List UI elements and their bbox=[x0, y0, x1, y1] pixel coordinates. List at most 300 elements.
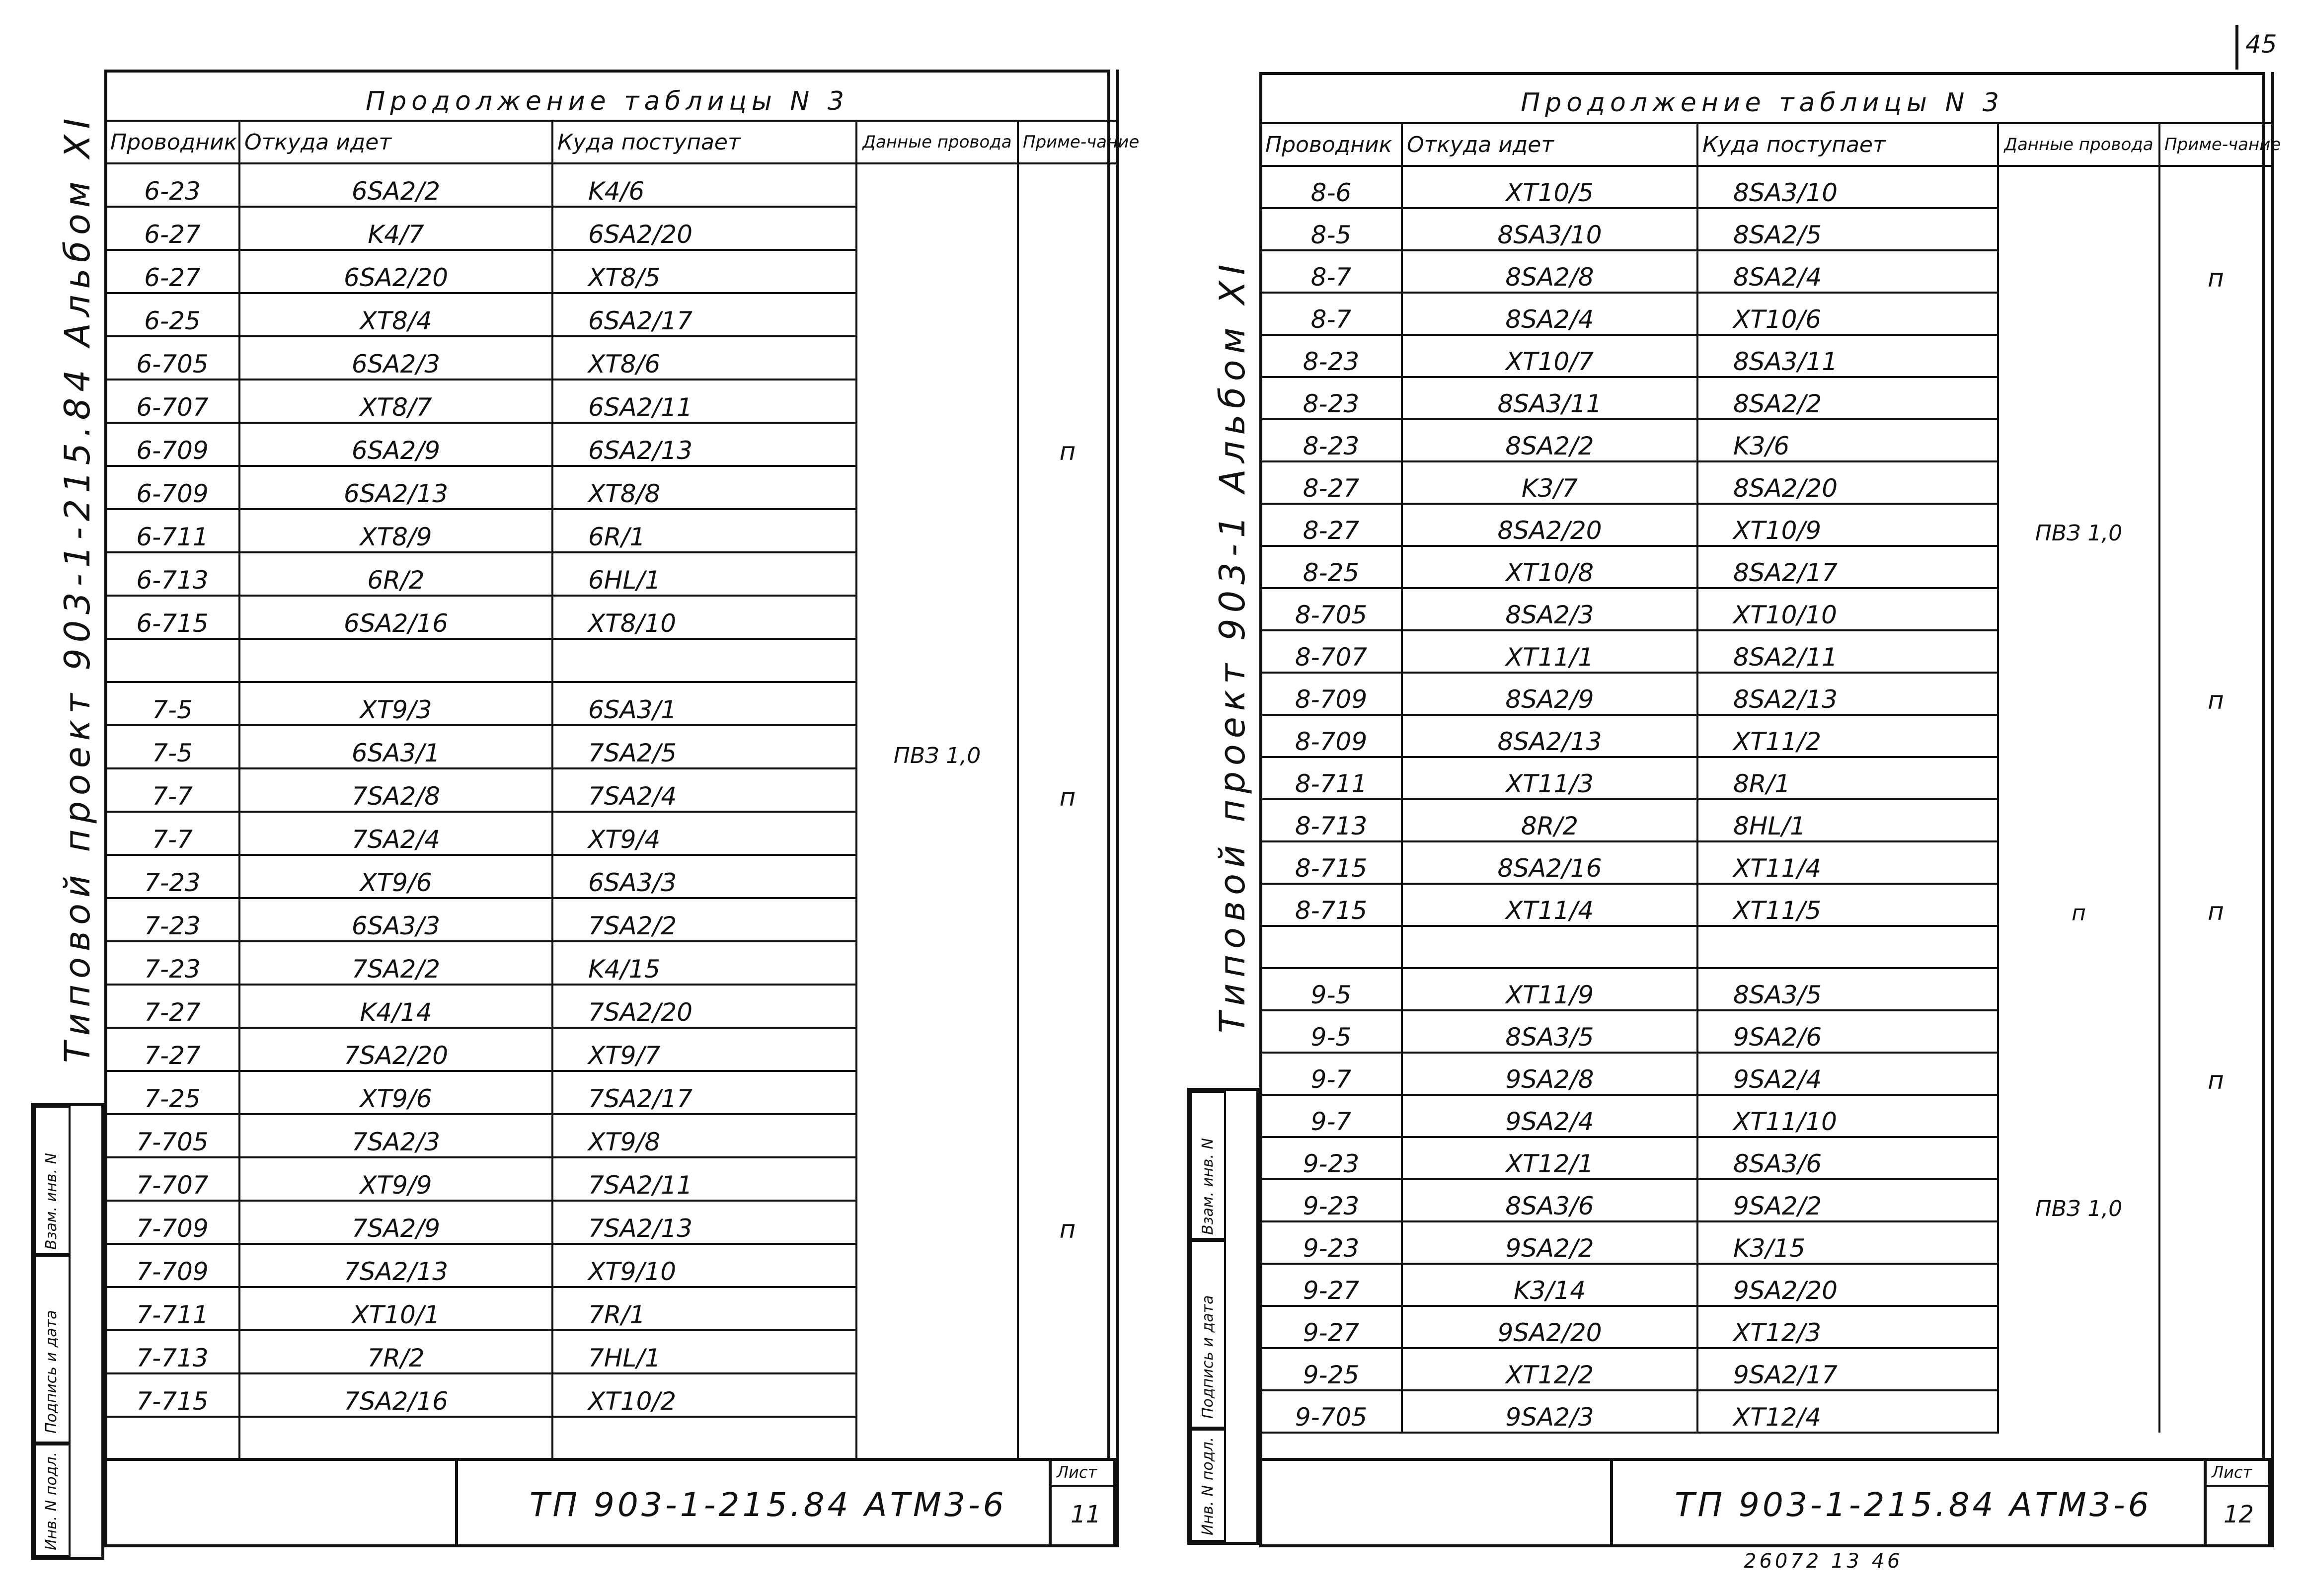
table-row bbox=[1260, 884, 2272, 926]
table-row bbox=[105, 898, 1117, 941]
wire-data-cell bbox=[856, 682, 1018, 725]
left-title-block-divider bbox=[455, 1461, 458, 1544]
note-cell bbox=[2159, 841, 2272, 884]
wire-data-cell bbox=[1998, 377, 2159, 419]
wire-data-cell bbox=[1998, 1010, 2159, 1053]
to-cell: 6SA3/1 bbox=[552, 682, 856, 725]
conductor-cell: 6-707 bbox=[105, 380, 239, 423]
note-cell bbox=[2159, 377, 2272, 419]
wire-data-cell bbox=[856, 1244, 1018, 1287]
wire-data-cell bbox=[856, 898, 1018, 941]
to-cell: 8SA3/11 bbox=[1697, 335, 1998, 377]
from-cell: XT12/2 bbox=[1402, 1348, 1697, 1390]
table-row bbox=[105, 1071, 1117, 1114]
note-cell bbox=[1018, 855, 1117, 898]
header-conductor: Проводник bbox=[1260, 123, 1402, 166]
wire-data-cell bbox=[1998, 673, 2159, 715]
conductor-cell: 9-23 bbox=[1260, 1179, 1402, 1221]
header-note: Приме-чание bbox=[2159, 123, 2272, 166]
to-cell: 6R/1 bbox=[552, 509, 856, 552]
to-cell: XT9/7 bbox=[552, 1028, 856, 1071]
table-row bbox=[105, 941, 1117, 985]
left-stamp-label-replace: Взам. инв. N bbox=[43, 1153, 60, 1250]
conductor-cell: 8-23 bbox=[1260, 419, 1402, 461]
to-cell: 7SA2/13 bbox=[552, 1201, 856, 1244]
from-cell: XT11/3 bbox=[1402, 757, 1697, 799]
from-cell: 8SA2/9 bbox=[1402, 673, 1697, 715]
note-cell bbox=[1018, 336, 1117, 380]
header-conductor: Проводник bbox=[105, 121, 239, 163]
table-row bbox=[105, 552, 1117, 596]
to-cell: XT8/10 bbox=[552, 596, 856, 639]
conductor-cell: 9-23 bbox=[1260, 1137, 1402, 1179]
wire-data-cell bbox=[856, 1373, 1018, 1417]
wire-data-cell bbox=[1998, 588, 2159, 630]
to-cell: 7SA2/17 bbox=[552, 1071, 856, 1114]
note-cell bbox=[1018, 898, 1117, 941]
from-cell: 8SA2/2 bbox=[1402, 419, 1697, 461]
from-cell: 8SA3/6 bbox=[1402, 1179, 1697, 1221]
table-row bbox=[105, 293, 1117, 336]
table-row bbox=[105, 1201, 1117, 1244]
note-cell: п bbox=[2159, 1053, 2272, 1095]
left-table-body bbox=[105, 163, 1117, 1460]
conductor-cell: 7-5 bbox=[105, 682, 239, 725]
conductor-cell: 7-27 bbox=[105, 985, 239, 1028]
table-row bbox=[1260, 377, 2272, 419]
from-cell: 6SA2/20 bbox=[239, 250, 552, 293]
conductor-cell: 8-709 bbox=[1260, 673, 1402, 715]
conductor-cell: 8-715 bbox=[1260, 841, 1402, 884]
header-from: Откуда идет bbox=[239, 121, 552, 163]
right-sheet-box bbox=[2204, 1461, 2268, 1544]
to-cell: XT9/8 bbox=[552, 1114, 856, 1157]
conductor-cell: 7-713 bbox=[105, 1330, 239, 1373]
conductor-cell: 8-6 bbox=[1260, 166, 1402, 208]
conductor-cell: 7-709 bbox=[105, 1244, 239, 1287]
from-cell bbox=[239, 1417, 552, 1460]
note-cell bbox=[2159, 588, 2272, 630]
table-row bbox=[1260, 926, 2272, 968]
note-cell bbox=[2159, 293, 2272, 335]
from-cell: K4/7 bbox=[239, 207, 552, 250]
table-row bbox=[1260, 1010, 2272, 1053]
from-cell: 6SA2/2 bbox=[239, 163, 552, 207]
right-title-block-divider bbox=[1610, 1461, 1613, 1544]
conductor-cell: 7-715 bbox=[105, 1373, 239, 1417]
note-cell bbox=[1018, 1330, 1117, 1373]
conductor-cell: 6-25 bbox=[105, 293, 239, 336]
conductor-cell: 6-711 bbox=[105, 509, 239, 552]
wire-data-cell bbox=[1998, 1053, 2159, 1095]
wire-data-cell bbox=[856, 1287, 1018, 1330]
wire-data-cell bbox=[1998, 419, 2159, 461]
table-row bbox=[105, 682, 1117, 725]
conductor-cell: 7-25 bbox=[105, 1071, 239, 1114]
left-table-title: Продолжение таблицы N 3 bbox=[366, 86, 849, 116]
from-cell: XT9/3 bbox=[239, 682, 552, 725]
to-cell: 9SA2/6 bbox=[1697, 1010, 1998, 1053]
conductor-cell: 6-713 bbox=[105, 552, 239, 596]
wire-data-cell: ПВЗ 1,0 bbox=[1998, 1179, 2159, 1221]
to-cell bbox=[552, 639, 856, 682]
left-sheet-number: 11 bbox=[1071, 1501, 1101, 1528]
conductor-cell: 6-27 bbox=[105, 250, 239, 293]
from-cell: 9SA2/20 bbox=[1402, 1306, 1697, 1348]
footer-note: 26072 13 46 bbox=[1744, 1550, 1903, 1573]
note-cell bbox=[1018, 207, 1117, 250]
right-stamp-label-replace: Взам. инв. N bbox=[1199, 1138, 1217, 1235]
note-cell: п bbox=[1018, 423, 1117, 466]
wire-data-cell bbox=[1998, 757, 2159, 799]
right-wire-table bbox=[1259, 122, 2281, 1434]
from-cell: 7SA2/4 bbox=[239, 812, 552, 855]
conductor-cell: 6-23 bbox=[105, 163, 239, 207]
note-cell bbox=[2159, 926, 2272, 968]
note-cell bbox=[2159, 1348, 2272, 1390]
from-cell: 7SA2/16 bbox=[239, 1373, 552, 1417]
wire-data-cell bbox=[1998, 1137, 2159, 1179]
table-row bbox=[105, 725, 1117, 768]
wire-data-cell bbox=[856, 336, 1018, 380]
from-cell: 8SA3/5 bbox=[1402, 1010, 1697, 1053]
page-number-mark bbox=[2235, 25, 2238, 70]
right-side-caption: Типовой проект 903-1 Альбом XI bbox=[1212, 258, 1253, 1033]
table-row bbox=[1260, 715, 2272, 757]
conductor-cell: 8-707 bbox=[1260, 630, 1402, 673]
table-row bbox=[1260, 968, 2272, 1010]
from-cell: 7SA2/8 bbox=[239, 768, 552, 812]
to-cell: 7SA2/4 bbox=[552, 768, 856, 812]
from-cell: XT10/7 bbox=[1402, 335, 1697, 377]
right-table-title: Продолжение таблицы N 3 bbox=[1521, 88, 2004, 118]
table-row bbox=[1260, 799, 2272, 841]
table-row bbox=[105, 596, 1117, 639]
wire-data-cell bbox=[856, 423, 1018, 466]
wire-data-cell bbox=[856, 1028, 1018, 1071]
left-stamp-column bbox=[31, 1103, 104, 1560]
wire-data-cell: п bbox=[1998, 884, 2159, 926]
wire-data-cell bbox=[856, 1071, 1018, 1114]
to-cell: XT10/6 bbox=[1697, 293, 1998, 335]
from-cell: XT11/1 bbox=[1402, 630, 1697, 673]
right-header-row bbox=[1260, 123, 2272, 166]
to-cell: XT12/4 bbox=[1697, 1390, 1998, 1433]
conductor-cell: 7-27 bbox=[105, 1028, 239, 1071]
from-cell: XT9/6 bbox=[239, 855, 552, 898]
wire-data-cell: ПВЗ 1,0 bbox=[856, 725, 1018, 768]
note-cell bbox=[2159, 335, 2272, 377]
right-sheet-label-divider bbox=[2207, 1485, 2268, 1487]
header-to: Куда поступает bbox=[1697, 123, 1998, 166]
to-cell: 8SA2/5 bbox=[1697, 208, 1998, 250]
table-row bbox=[105, 163, 1117, 207]
note-cell bbox=[1018, 1417, 1117, 1460]
note-cell bbox=[1018, 293, 1117, 336]
conductor-cell: 8-5 bbox=[1260, 208, 1402, 250]
conductor-cell: 8-7 bbox=[1260, 250, 1402, 293]
table-row bbox=[1260, 1264, 2272, 1306]
table-row bbox=[105, 812, 1117, 855]
from-cell: 8SA3/10 bbox=[1402, 208, 1697, 250]
table-row bbox=[105, 509, 1117, 552]
conductor-cell: 9-27 bbox=[1260, 1306, 1402, 1348]
from-cell: XT8/7 bbox=[239, 380, 552, 423]
wire-data-cell bbox=[856, 596, 1018, 639]
note-cell bbox=[1018, 682, 1117, 725]
wire-data-cell bbox=[856, 1330, 1018, 1373]
from-cell: 8SA2/13 bbox=[1402, 715, 1697, 757]
conductor-cell: 7-23 bbox=[105, 898, 239, 941]
conductor-cell: 9-27 bbox=[1260, 1264, 1402, 1306]
wire-data-cell bbox=[1998, 1306, 2159, 1348]
note-cell bbox=[2159, 166, 2272, 208]
to-cell: 8SA2/17 bbox=[1697, 546, 1998, 588]
to-cell: 8SA3/10 bbox=[1697, 166, 1998, 208]
table-row bbox=[105, 380, 1117, 423]
from-cell: 8SA3/11 bbox=[1402, 377, 1697, 419]
note-cell bbox=[2159, 1306, 2272, 1348]
to-cell: 9SA2/17 bbox=[1697, 1348, 1998, 1390]
note-cell bbox=[1018, 1028, 1117, 1071]
from-cell: 8R/2 bbox=[1402, 799, 1697, 841]
wire-data-cell bbox=[1998, 461, 2159, 504]
to-cell: 8SA2/11 bbox=[1697, 630, 1998, 673]
table-row bbox=[1260, 757, 2272, 799]
from-cell: K3/14 bbox=[1402, 1264, 1697, 1306]
conductor-cell: 8-705 bbox=[1260, 588, 1402, 630]
note-cell bbox=[1018, 380, 1117, 423]
from-cell: 7SA2/20 bbox=[239, 1028, 552, 1071]
to-cell: XT8/5 bbox=[552, 250, 856, 293]
table-row bbox=[105, 1244, 1117, 1287]
table-row bbox=[1260, 588, 2272, 630]
to-cell bbox=[1697, 926, 1998, 968]
from-cell: 7SA2/13 bbox=[239, 1244, 552, 1287]
note-cell bbox=[1018, 466, 1117, 509]
note-cell bbox=[1018, 163, 1117, 207]
note-cell bbox=[1018, 1373, 1117, 1417]
note-cell bbox=[2159, 630, 2272, 673]
wire-data-cell bbox=[1998, 630, 2159, 673]
conductor-cell: 6-705 bbox=[105, 336, 239, 380]
to-cell: K3/6 bbox=[1697, 419, 1998, 461]
right-sheet bbox=[1259, 72, 2281, 1547]
left-sheet-label: Лист bbox=[1057, 1463, 1097, 1482]
table-row bbox=[1260, 1306, 2272, 1348]
note-cell bbox=[2159, 546, 2272, 588]
from-cell: XT8/4 bbox=[239, 293, 552, 336]
conductor-cell: 7-7 bbox=[105, 812, 239, 855]
left-side-caption: Типовой проект 903-1-215.84 Альбом XI bbox=[57, 112, 98, 1063]
right-stamp-label-inventory: Инв. N подл. bbox=[1199, 1437, 1217, 1535]
to-cell: 8HL/1 bbox=[1697, 799, 1998, 841]
from-cell: 8SA2/4 bbox=[1402, 293, 1697, 335]
from-cell: XT12/1 bbox=[1402, 1137, 1697, 1179]
from-cell: XT11/9 bbox=[1402, 968, 1697, 1010]
from-cell: XT9/9 bbox=[239, 1157, 552, 1201]
wire-data-cell bbox=[856, 293, 1018, 336]
from-cell: 6SA2/16 bbox=[239, 596, 552, 639]
wire-data-cell bbox=[1998, 968, 2159, 1010]
table-row bbox=[1260, 1221, 2272, 1264]
from-cell: 8SA2/20 bbox=[1402, 504, 1697, 546]
wire-data-cell bbox=[1998, 208, 2159, 250]
wire-data-cell bbox=[1998, 335, 2159, 377]
wire-data-cell bbox=[856, 1201, 1018, 1244]
from-cell: 9SA2/2 bbox=[1402, 1221, 1697, 1264]
conductor-cell: 8-711 bbox=[1260, 757, 1402, 799]
conductor-cell bbox=[1260, 926, 1402, 968]
table-row bbox=[105, 768, 1117, 812]
note-cell bbox=[2159, 715, 2272, 757]
from-cell: 6SA2/3 bbox=[239, 336, 552, 380]
note-cell: п bbox=[1018, 1201, 1117, 1244]
note-cell bbox=[2159, 1179, 2272, 1221]
conductor-cell: 7-705 bbox=[105, 1114, 239, 1157]
conductor-cell: 8-23 bbox=[1260, 335, 1402, 377]
header-to: Куда поступает bbox=[552, 121, 856, 163]
note-cell bbox=[1018, 1244, 1117, 1287]
right-sheet-label: Лист bbox=[2212, 1463, 2252, 1482]
from-cell: XT9/6 bbox=[239, 1071, 552, 1114]
to-cell: 8SA3/6 bbox=[1697, 1137, 1998, 1179]
table-row bbox=[105, 639, 1117, 682]
conductor-cell bbox=[105, 639, 239, 682]
to-cell: XT11/5 bbox=[1697, 884, 1998, 926]
table-row bbox=[105, 1028, 1117, 1071]
from-cell: 7SA2/2 bbox=[239, 941, 552, 985]
left-sheet bbox=[104, 70, 1140, 1547]
header-wire-data: Данные провода bbox=[856, 121, 1018, 163]
note-cell bbox=[1018, 639, 1117, 682]
note-cell bbox=[2159, 1010, 2272, 1053]
from-cell: 6SA3/3 bbox=[239, 898, 552, 941]
conductor-cell: 9-705 bbox=[1260, 1390, 1402, 1433]
conductor-cell: 8-7 bbox=[1260, 293, 1402, 335]
from-cell: K4/14 bbox=[239, 985, 552, 1028]
table-row bbox=[105, 855, 1117, 898]
conductor-cell: 6-709 bbox=[105, 466, 239, 509]
left-sheet-label-divider bbox=[1052, 1485, 1113, 1487]
header-note: Приме-чание bbox=[1018, 121, 1117, 163]
note-cell bbox=[1018, 1157, 1117, 1201]
left-sheet-box bbox=[1049, 1461, 1113, 1544]
wire-data-cell bbox=[1998, 799, 2159, 841]
table-row bbox=[105, 207, 1117, 250]
table-row bbox=[105, 466, 1117, 509]
note-cell bbox=[1018, 1114, 1117, 1157]
wire-data-cell bbox=[1998, 250, 2159, 293]
table-row bbox=[105, 250, 1117, 293]
to-cell: XT10/2 bbox=[552, 1373, 856, 1417]
conductor-cell: 9-5 bbox=[1260, 1010, 1402, 1053]
to-cell: 9SA2/2 bbox=[1697, 1179, 1998, 1221]
table-row bbox=[1260, 546, 2272, 588]
to-cell: XT11/4 bbox=[1697, 841, 1998, 884]
note-cell bbox=[1018, 941, 1117, 985]
wire-data-cell bbox=[856, 380, 1018, 423]
right-stamp-column bbox=[1187, 1088, 1259, 1545]
note-cell bbox=[1018, 596, 1117, 639]
table-row bbox=[1260, 630, 2272, 673]
to-cell: 6SA2/20 bbox=[552, 207, 856, 250]
from-cell: 6R/2 bbox=[239, 552, 552, 596]
table-row bbox=[1260, 461, 2272, 504]
note-cell bbox=[2159, 419, 2272, 461]
note-cell bbox=[1018, 725, 1117, 768]
note-cell: п bbox=[2159, 673, 2272, 715]
from-cell bbox=[239, 639, 552, 682]
wire-data-cell bbox=[856, 855, 1018, 898]
note-cell: п bbox=[1018, 768, 1117, 812]
to-cell: 8SA2/4 bbox=[1697, 250, 1998, 293]
to-cell: 7SA2/5 bbox=[552, 725, 856, 768]
from-cell: XT8/9 bbox=[239, 509, 552, 552]
wire-data-cell bbox=[1998, 166, 2159, 208]
conductor-cell: 7-23 bbox=[105, 855, 239, 898]
conductor-cell: 8-23 bbox=[1260, 377, 1402, 419]
note-cell bbox=[2159, 757, 2272, 799]
conductor-cell: 8-27 bbox=[1260, 504, 1402, 546]
table-row bbox=[105, 1373, 1117, 1417]
to-cell: XT10/9 bbox=[1697, 504, 1998, 546]
table-row bbox=[1260, 1053, 2272, 1095]
from-cell: XT10/8 bbox=[1402, 546, 1697, 588]
to-cell: 6SA2/13 bbox=[552, 423, 856, 466]
note-cell bbox=[1018, 509, 1117, 552]
to-cell: 6SA2/17 bbox=[552, 293, 856, 336]
table-row bbox=[105, 1114, 1117, 1157]
table-row bbox=[105, 336, 1117, 380]
header-from: Откуда идет bbox=[1402, 123, 1697, 166]
table-row bbox=[1260, 841, 2272, 884]
table-row bbox=[1260, 419, 2272, 461]
to-cell: 8SA2/2 bbox=[1697, 377, 1998, 419]
to-cell: XT10/10 bbox=[1697, 588, 1998, 630]
from-cell: K3/7 bbox=[1402, 461, 1697, 504]
wire-data-cell bbox=[856, 552, 1018, 596]
conductor-cell: 9-5 bbox=[1260, 968, 1402, 1010]
conductor-cell: 8-709 bbox=[1260, 715, 1402, 757]
note-cell bbox=[1018, 552, 1117, 596]
to-cell: K3/15 bbox=[1697, 1221, 1998, 1264]
to-cell: XT8/6 bbox=[552, 336, 856, 380]
table-row bbox=[1260, 250, 2272, 293]
from-cell: 7R/2 bbox=[239, 1330, 552, 1373]
to-cell: 8SA2/20 bbox=[1697, 461, 1998, 504]
from-cell: 6SA3/1 bbox=[239, 725, 552, 768]
note-cell bbox=[2159, 1390, 2272, 1433]
conductor-cell: 8-27 bbox=[1260, 461, 1402, 504]
header-wire-data: Данные провода bbox=[1998, 123, 2159, 166]
conductor-cell: 7-707 bbox=[105, 1157, 239, 1201]
conductor-cell: 9-25 bbox=[1260, 1348, 1402, 1390]
wire-data-cell bbox=[1998, 293, 2159, 335]
to-cell: 6SA2/11 bbox=[552, 380, 856, 423]
from-cell bbox=[1402, 926, 1697, 968]
wire-data-cell bbox=[1998, 1221, 2159, 1264]
wire-data-cell bbox=[1998, 926, 2159, 968]
to-cell: 7SA2/2 bbox=[552, 898, 856, 941]
conductor-cell: 7-709 bbox=[105, 1201, 239, 1244]
left-stamp-label-signature: Подпись и дата bbox=[43, 1310, 60, 1434]
to-cell: XT12/3 bbox=[1697, 1306, 1998, 1348]
wire-data-cell bbox=[856, 768, 1018, 812]
conductor-cell: 9-23 bbox=[1260, 1221, 1402, 1264]
note-cell bbox=[2159, 799, 2272, 841]
table-row bbox=[105, 423, 1117, 466]
